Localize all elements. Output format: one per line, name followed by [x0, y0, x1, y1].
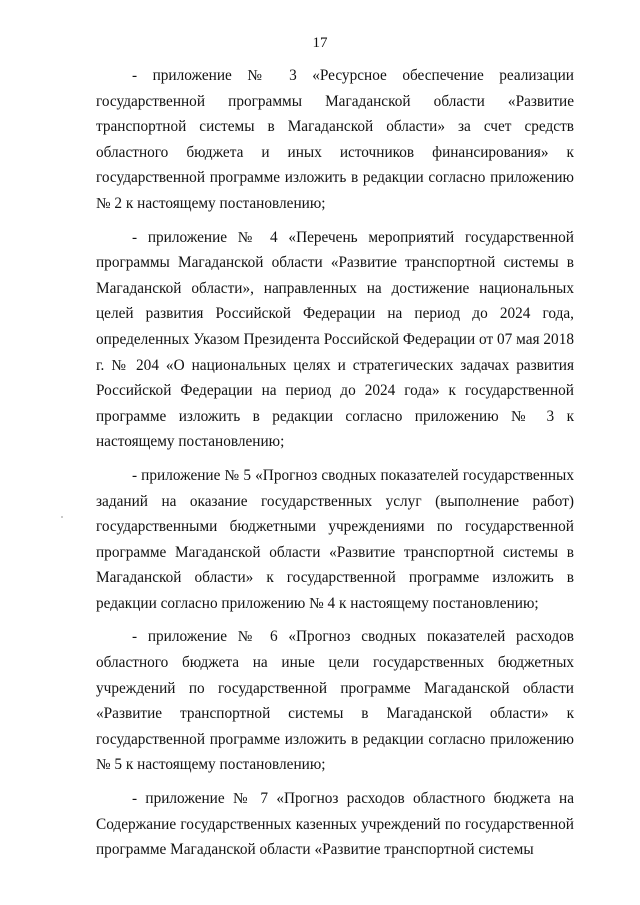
scan-speck: [61, 516, 63, 518]
document-body: [96, 63, 574, 863]
paragraph-appendix-5: - приложение № 5 «Прогноз сводных показателей государственных заданий на оказание государственных услуг (выполнение работ) государственными бюджетными учреждениями по государственной программе Магаданской области «Развитие транспортной системы в Магаданской области» к государственной программе изложить в редакции согласно приложению № 4 к настоящему постановлению;: [96, 466, 574, 612]
paragraph-appendix-7: - приложение № 7 «Прогноз расходов областного бюджета на Содержание государственных казенных учреждений по государственной программе Магаданской области «Развитие транспортной системы: [96, 790, 574, 859]
page-number: 17: [312, 35, 328, 51]
paragraph-appendix-6: - приложение № 6 «Прогноз сводных показателей расходов областного бюджета на иные цели государственных бюджетных учреждений по государственной программе Магаданской области «Развитие транспортной системы в Магаданской области» к государственной программе изложить в редакции согласно приложению № 5 к настоящему постановлению;: [96, 628, 574, 774]
paragraph-appendix-3: - приложение № 3 «Ресурсное обеспечение реализации государственной программы Магаданской области «Развитие транспортной системы в Магаданской области» за счет средств областного бюджета и иных источников финансирования» к государственной программе изложить в редакции согласно приложению № 2 к настоящему постановлению;: [96, 67, 574, 212]
paragraph-appendix-4: - приложение № 4 «Перечень мероприятий государственной программы Магаданской области «Развитие транспортной системы в Магаданской области», направленных на достижение национальных целей развития Российской Федерации на период до 2024 года, определенных Указом Президента Российской Федерации от 07 мая 2018 г. № 204 «О национальных целях и стратегических задачах развития Российской Федерации на период до 2024 года» к государственной программе изложить в редакции согласно приложению № 3 к настоящему постановлению;: [96, 228, 574, 451]
